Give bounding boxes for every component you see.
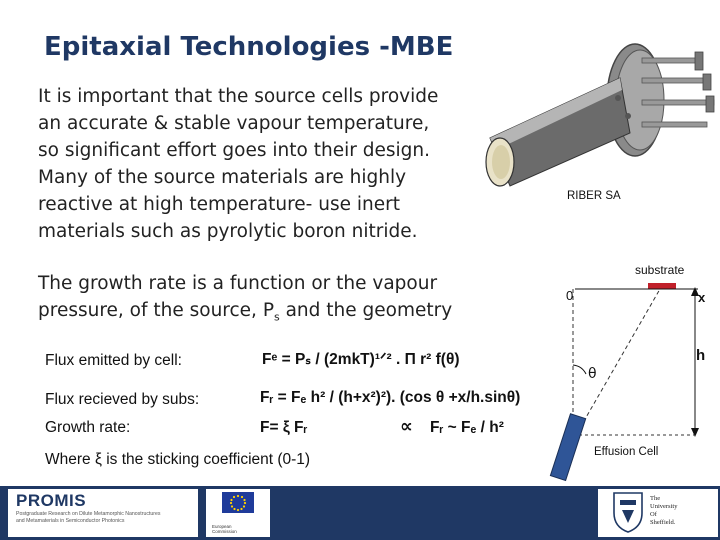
growth-line-2-subscript: s xyxy=(273,310,280,324)
eu-caption-line: Commission xyxy=(212,529,237,534)
intro-line: Many of the source materials are highly xyxy=(38,167,407,188)
growth-line-2 xyxy=(38,297,508,331)
promis-tagline xyxy=(16,511,160,524)
effusion-cell-label: Effusion Cell xyxy=(594,446,659,458)
origin-label: 0 xyxy=(566,288,574,303)
growth-line-2-tail: and the geometry xyxy=(279,300,453,321)
substrate-label: substrate xyxy=(635,263,685,277)
intro-line: reactive at high temperature- use inert xyxy=(38,194,400,215)
university-name-line: University xyxy=(650,503,678,510)
effusion-cell-image xyxy=(470,38,720,193)
sticking-note: Where ξ is the sticking coefficient (0-1) xyxy=(45,451,311,468)
intro-line: It is important that the source cells provide xyxy=(38,86,439,107)
theta-arc xyxy=(573,365,586,374)
university-name xyxy=(650,495,677,527)
flux-received-formula: Fᵣ = Fₑ h² / (h+x²)²). (cos θ +x/h.sinθ) xyxy=(260,389,521,406)
substrate-block xyxy=(648,283,676,289)
ray-dashed-line xyxy=(573,289,660,440)
growth-paragraph xyxy=(38,270,508,331)
flux-emitted-formula: Fᵉ = Pₛ / (2mkT)¹ᐟ² . Π r² f(θ) xyxy=(262,351,460,368)
growth-line-2-text: pressure, of the source, P xyxy=(38,300,274,321)
growth-rate-formula: F= ξ Fᵣ xyxy=(260,419,308,436)
university-name-line: Of xyxy=(650,511,657,518)
growth-line-1: The growth rate is a function or the vapour xyxy=(38,273,438,294)
proportional-formula: Fᵣ ~ Fₑ / h² xyxy=(430,419,504,436)
x-label: x xyxy=(698,290,706,305)
flux-received-label: Flux recieved by subs: xyxy=(45,391,200,408)
proportional-symbol: ∝ xyxy=(400,416,413,437)
growth-rate-label: Growth rate: xyxy=(45,419,131,436)
theta-label: θ xyxy=(588,366,597,382)
intro-line: so significant effort goes into their design. xyxy=(38,140,430,161)
promis-tagline-line: Postgraduate Research on Dilute Metamorphic Nanostructures xyxy=(16,511,161,517)
promis-logo: PROMIS xyxy=(16,491,87,510)
intro-line: an accurate & stable vapour temperature, xyxy=(38,113,430,134)
image-caption: RIBER SA xyxy=(567,190,621,202)
eu-flag-icon xyxy=(222,492,254,522)
university-name-line: The xyxy=(650,495,661,502)
intro-paragraph xyxy=(38,83,478,245)
university-name-line: Sheffield. xyxy=(650,519,676,526)
eu-caption-line: European xyxy=(212,524,232,529)
slide-title: Epitaxial Technologies -MBE xyxy=(44,32,454,62)
eu-caption xyxy=(212,524,237,534)
h-label: h xyxy=(696,347,706,364)
effusion-cell-body xyxy=(550,414,585,481)
university-crest-icon xyxy=(612,491,644,533)
promis-tagline-line: and Metamaterials in Semiconductor Photonics xyxy=(16,517,125,524)
flux-emitted-label: Flux emitted by cell: xyxy=(45,352,182,369)
intro-line: materials such as pyrolytic boron nitride. xyxy=(38,221,418,242)
